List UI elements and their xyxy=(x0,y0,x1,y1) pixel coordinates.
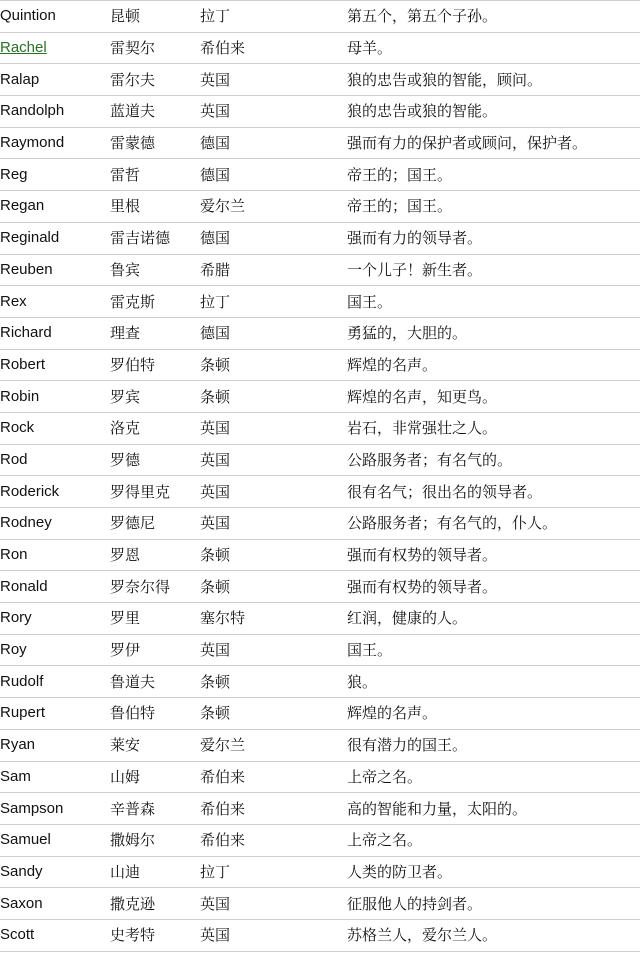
origin-cell: 英国 xyxy=(200,444,347,476)
table-row xyxy=(0,222,640,254)
chinese-name-cell: 撒克逊 xyxy=(110,888,200,920)
chinese-name-cell: 昆顿 xyxy=(110,1,200,33)
table-row xyxy=(0,729,640,761)
meaning-cell: 强而有力的保护者或顾问，保护者。 xyxy=(347,127,640,159)
meaning-cell: 辉煌的名声，知更鸟。 xyxy=(347,381,640,413)
chinese-name-cell: 辛普森 xyxy=(110,793,200,825)
meaning-cell: 狼的忠告或狼的智能，顾问。 xyxy=(347,64,640,96)
table-row xyxy=(0,1,640,33)
english-name-cell: Randolph xyxy=(0,96,110,128)
english-name-cell: Reg xyxy=(0,159,110,191)
names-table-body xyxy=(0,1,640,952)
meaning-cell: 强而有力的领导者。 xyxy=(347,222,640,254)
chinese-name-cell: 撒姆尔 xyxy=(110,824,200,856)
english-name-cell: Sandy xyxy=(0,856,110,888)
chinese-name-cell: 雷克斯 xyxy=(110,286,200,318)
chinese-name-cell: 雷尔夫 xyxy=(110,64,200,96)
meaning-cell: 公路服务者；有名气的。 xyxy=(347,444,640,476)
origin-cell: 希伯来 xyxy=(200,32,347,64)
chinese-name-cell: 鲁伯特 xyxy=(110,698,200,730)
chinese-name-cell: 雷蒙德 xyxy=(110,127,200,159)
table-row xyxy=(0,603,640,635)
table-row xyxy=(0,349,640,381)
origin-cell: 英国 xyxy=(200,919,347,951)
table-row xyxy=(0,254,640,286)
chinese-name-cell: 罗德 xyxy=(110,444,200,476)
origin-cell: 拉丁 xyxy=(200,1,347,33)
chinese-name-cell: 罗里 xyxy=(110,603,200,635)
origin-cell: 条顿 xyxy=(200,539,347,571)
table-row xyxy=(0,634,640,666)
chinese-name-cell: 山迪 xyxy=(110,856,200,888)
meaning-cell: 苏格兰人，爱尔兰人。 xyxy=(347,919,640,951)
chinese-name-cell: 莱安 xyxy=(110,729,200,761)
meaning-cell: 上帝之名。 xyxy=(347,824,640,856)
table-row xyxy=(0,317,640,349)
english-name-cell: Rod xyxy=(0,444,110,476)
chinese-name-cell: 罗伊 xyxy=(110,634,200,666)
origin-cell: 英国 xyxy=(200,888,347,920)
meaning-cell: 国王。 xyxy=(347,286,640,318)
chinese-name-cell: 罗宾 xyxy=(110,381,200,413)
table-row xyxy=(0,191,640,223)
meaning-cell: 公路服务者；有名气的，仆人。 xyxy=(347,508,640,540)
english-name-cell: Roderick xyxy=(0,476,110,508)
english-name-cell: Robert xyxy=(0,349,110,381)
english-name-cell: Rock xyxy=(0,412,110,444)
meaning-cell: 红润，健康的人。 xyxy=(347,603,640,635)
origin-cell: 爱尔兰 xyxy=(200,191,347,223)
chinese-name-cell: 雷哲 xyxy=(110,159,200,191)
origin-cell: 英国 xyxy=(200,412,347,444)
english-name-cell: Sampson xyxy=(0,793,110,825)
table-row xyxy=(0,159,640,191)
chinese-name-cell: 罗得里克 xyxy=(110,476,200,508)
table-row xyxy=(0,127,640,159)
origin-cell: 塞尔特 xyxy=(200,603,347,635)
table-row xyxy=(0,32,640,64)
english-name-cell: Robin xyxy=(0,381,110,413)
meaning-cell: 辉煌的名声。 xyxy=(347,698,640,730)
origin-cell: 希腊 xyxy=(200,254,347,286)
chinese-name-cell: 雷契尔 xyxy=(110,32,200,64)
meaning-cell: 很有名气；很出名的领导者。 xyxy=(347,476,640,508)
meaning-cell: 母羊。 xyxy=(347,32,640,64)
chinese-name-cell: 罗恩 xyxy=(110,539,200,571)
english-name-cell: Rory xyxy=(0,603,110,635)
english-name-cell: Rex xyxy=(0,286,110,318)
meaning-cell: 很有潜力的国王。 xyxy=(347,729,640,761)
chinese-name-cell: 雷吉诺德 xyxy=(110,222,200,254)
english-name-cell: Reuben xyxy=(0,254,110,286)
english-name-cell: Richard xyxy=(0,317,110,349)
english-name-cell: Quintion xyxy=(0,1,110,33)
meaning-cell: 第五个，第五个子孙。 xyxy=(347,1,640,33)
english-name-cell: Ralap xyxy=(0,64,110,96)
origin-cell: 英国 xyxy=(200,96,347,128)
english-name-cell: Ryan xyxy=(0,729,110,761)
english-name-cell: Scott xyxy=(0,919,110,951)
chinese-name-cell: 蓝道夫 xyxy=(110,96,200,128)
table-row xyxy=(0,508,640,540)
meaning-cell: 岩石，非常强壮之人。 xyxy=(347,412,640,444)
origin-cell: 爱尔兰 xyxy=(200,729,347,761)
chinese-name-cell: 史考特 xyxy=(110,919,200,951)
table-row xyxy=(0,793,640,825)
chinese-name-cell: 罗奈尔得 xyxy=(110,571,200,603)
origin-cell: 条顿 xyxy=(200,666,347,698)
origin-cell: 条顿 xyxy=(200,571,347,603)
table-row xyxy=(0,64,640,96)
chinese-name-cell: 罗德尼 xyxy=(110,508,200,540)
english-name-cell: Samuel xyxy=(0,824,110,856)
chinese-name-cell: 理查 xyxy=(110,317,200,349)
meaning-cell: 辉煌的名声。 xyxy=(347,349,640,381)
origin-cell: 拉丁 xyxy=(200,286,347,318)
meaning-cell: 狼。 xyxy=(347,666,640,698)
origin-cell: 德国 xyxy=(200,222,347,254)
english-name-cell: Sam xyxy=(0,761,110,793)
table-row xyxy=(0,856,640,888)
origin-cell: 条顿 xyxy=(200,698,347,730)
table-row xyxy=(0,666,640,698)
english-name-cell: Rupert xyxy=(0,698,110,730)
meaning-cell: 狼的忠告或狼的智能。 xyxy=(347,96,640,128)
table-row xyxy=(0,381,640,413)
meaning-cell: 强而有权势的领导者。 xyxy=(347,539,640,571)
table-row xyxy=(0,444,640,476)
name-link[interactable]: Rachel xyxy=(0,39,47,57)
table-row xyxy=(0,824,640,856)
table-row xyxy=(0,96,640,128)
origin-cell: 拉丁 xyxy=(200,856,347,888)
table-row xyxy=(0,698,640,730)
origin-cell: 英国 xyxy=(200,476,347,508)
english-name-cell: Regan xyxy=(0,191,110,223)
chinese-name-cell: 山姆 xyxy=(110,761,200,793)
chinese-name-cell: 里根 xyxy=(110,191,200,223)
origin-cell: 条顿 xyxy=(200,349,347,381)
english-name-cell: Ron xyxy=(0,539,110,571)
origin-cell: 德国 xyxy=(200,159,347,191)
origin-cell: 德国 xyxy=(200,127,347,159)
chinese-name-cell: 鲁宾 xyxy=(110,254,200,286)
table-row xyxy=(0,476,640,508)
chinese-name-cell: 洛克 xyxy=(110,412,200,444)
english-name-cell xyxy=(0,32,110,64)
table-row xyxy=(0,919,640,951)
origin-cell: 德国 xyxy=(200,317,347,349)
meaning-cell: 高的智能和力量，太阳的。 xyxy=(347,793,640,825)
origin-cell: 英国 xyxy=(200,64,347,96)
meaning-cell: 人类的防卫者。 xyxy=(347,856,640,888)
origin-cell: 条顿 xyxy=(200,381,347,413)
table-row xyxy=(0,412,640,444)
origin-cell: 希伯来 xyxy=(200,824,347,856)
origin-cell: 英国 xyxy=(200,508,347,540)
meaning-cell: 强而有权势的领导者。 xyxy=(347,571,640,603)
table-row xyxy=(0,888,640,920)
english-name-cell: Roy xyxy=(0,634,110,666)
table-row xyxy=(0,761,640,793)
meaning-cell: 帝王的；国王。 xyxy=(347,191,640,223)
meaning-cell: 上帝之名。 xyxy=(347,761,640,793)
chinese-name-cell: 鲁道夫 xyxy=(110,666,200,698)
meaning-cell: 一个儿子！新生者。 xyxy=(347,254,640,286)
chinese-name-cell: 罗伯特 xyxy=(110,349,200,381)
english-name-cell: Rodney xyxy=(0,508,110,540)
table-row xyxy=(0,571,640,603)
english-name-cell: Reginald xyxy=(0,222,110,254)
english-name-cell: Rudolf xyxy=(0,666,110,698)
meaning-cell: 帝王的；国王。 xyxy=(347,159,640,191)
meaning-cell: 征服他人的持剑者。 xyxy=(347,888,640,920)
meaning-cell: 勇猛的，大胆的。 xyxy=(347,317,640,349)
table-row xyxy=(0,539,640,571)
english-name-cell: Raymond xyxy=(0,127,110,159)
origin-cell: 希伯来 xyxy=(200,793,347,825)
english-name-cell: Ronald xyxy=(0,571,110,603)
origin-cell: 希伯来 xyxy=(200,761,347,793)
english-name-cell: Saxon xyxy=(0,888,110,920)
meaning-cell: 国王。 xyxy=(347,634,640,666)
table-row xyxy=(0,286,640,318)
origin-cell: 英国 xyxy=(200,634,347,666)
